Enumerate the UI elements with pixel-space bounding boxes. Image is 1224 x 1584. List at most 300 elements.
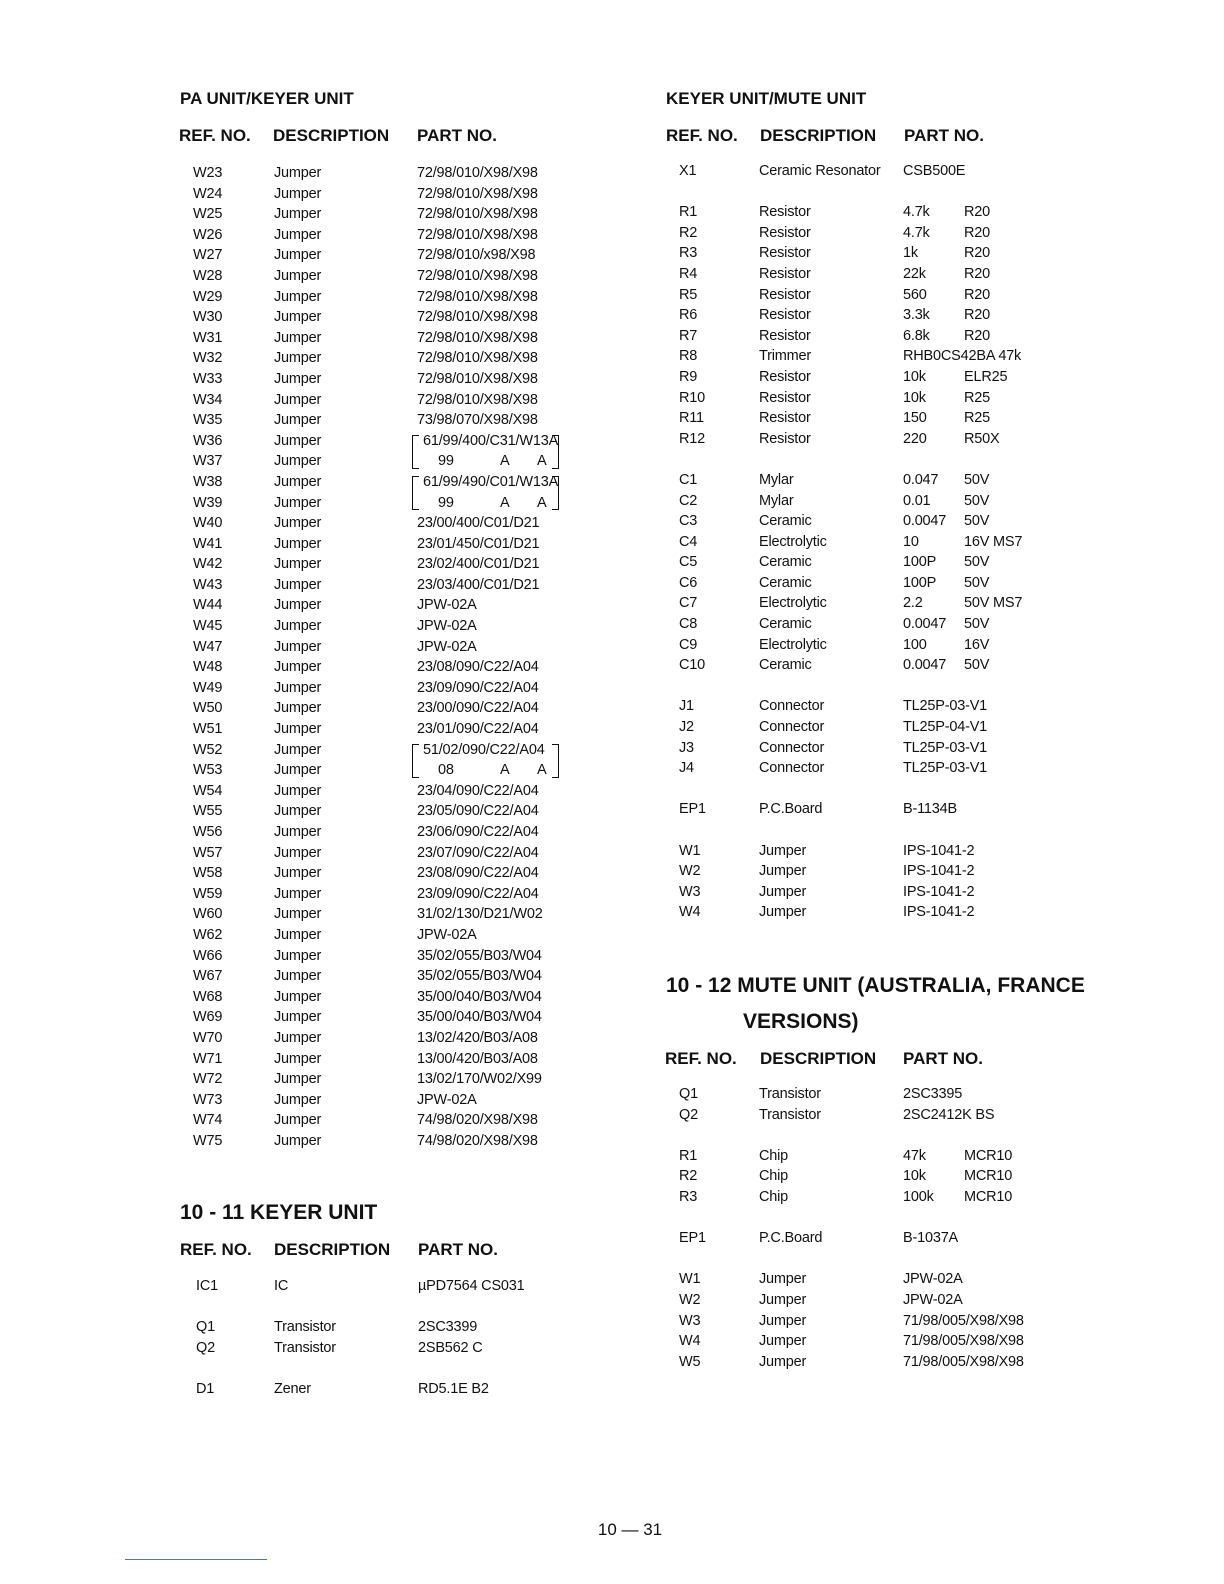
ref-no-cell: R4 (679, 265, 698, 282)
parts-row (180, 348, 640, 369)
ref-no-cell: J1 (679, 698, 694, 715)
keyer-mute-ref-header: REF. NO. (666, 126, 738, 145)
parts-row (180, 781, 640, 802)
parts-row (180, 904, 640, 925)
part-no-cell: 10 (903, 533, 919, 550)
parts-row (180, 801, 640, 822)
ref-no-cell: J2 (679, 719, 694, 736)
description-cell: Ceramic (759, 574, 812, 591)
parts-row (666, 1290, 1166, 1311)
part-no-cell: 13/02/420/B03/A08 (417, 1029, 538, 1046)
ref-no-cell: C5 (679, 554, 698, 571)
part-no-cell: 23/01/450/C01/D21 (417, 535, 540, 552)
part-no-cell: 23/02/400/C01/D21 (417, 556, 540, 573)
part-no-cell: 74/98/020/X98/X98 (417, 1112, 538, 1129)
description-cell: Resistor (759, 368, 811, 385)
ref-no-cell: D1 (196, 1380, 215, 1397)
part-no-cell: TL25P-04-V1 (903, 719, 988, 736)
description-cell: Trimmer (759, 348, 812, 365)
part-no-cell: 71/98/005/X98/X98 (903, 1333, 1024, 1350)
ref-no-cell: W58 (193, 865, 223, 882)
description-cell: Jumper (274, 556, 322, 573)
description-cell: Jumper (759, 842, 807, 859)
part-spec-cell: 50V (964, 513, 990, 530)
part-no-cell: 23/06/090/C22/A04 (417, 824, 539, 840)
part-no-cell: 72/98/010/X98/X98 (417, 391, 538, 408)
description-cell: Jumper (274, 453, 322, 470)
parts-row (180, 657, 640, 678)
ref-no-cell: W47 (193, 638, 223, 655)
part-spec-cell: MCR10 (964, 1168, 1013, 1185)
description-cell: Jumper (274, 865, 322, 882)
row-spacer (666, 1125, 1166, 1146)
ref-no-cell: W45 (193, 618, 223, 635)
pa-keyer-part-header: PART NO. (417, 126, 497, 145)
description-cell: Electrolytic (759, 595, 827, 612)
description-cell: Jumper (759, 1312, 807, 1329)
part-no-cell: 0.0047 (903, 616, 947, 633)
keyer-desc-header: DESCRIPTION (274, 1240, 391, 1259)
ref-no-cell: W44 (193, 597, 223, 614)
parts-row (180, 534, 640, 555)
parts-row (666, 511, 1166, 532)
parts-row (180, 1069, 640, 1090)
ref-no-cell: W32 (193, 350, 223, 367)
description-cell: Chip (759, 1168, 789, 1185)
part-no-cell: 23/09/090/C22/A04 (417, 679, 539, 696)
part-no-cell: 99 (438, 494, 454, 511)
description-cell: Ceramic (759, 554, 812, 571)
parts-row (180, 307, 640, 328)
part-no-cell: 100k (903, 1188, 934, 1205)
parts-row (666, 532, 1166, 553)
parts-row (180, 431, 640, 452)
part-no-cell: 72/98/010/X98/X98 (417, 226, 538, 243)
part-spec-cell: ELR25 (964, 368, 1008, 385)
parts-row (666, 202, 1166, 223)
description-cell: Resistor (759, 204, 811, 221)
part-no-cell: 3.3k (903, 307, 930, 324)
part-no-cell: 61/99/490/C01/W13A (423, 473, 559, 490)
description-cell: Jumper (274, 370, 322, 387)
keyer-unit-section-title: 10 - 11 KEYER UNIT (180, 1201, 378, 1224)
part-no-cell: 72/98/010/X98/X98 (417, 288, 538, 305)
ref-no-cell: W59 (193, 885, 223, 902)
part-no-cell: 08 (438, 762, 454, 779)
part-no-suffix-cell: A (500, 762, 510, 779)
description-cell: Jumper (274, 535, 322, 552)
description-cell: Resistor (759, 307, 811, 324)
parts-row (180, 740, 640, 761)
description-cell: Jumper (274, 638, 322, 655)
mute-desc-header: DESCRIPTION (760, 1049, 877, 1068)
description-cell: Jumper (274, 1112, 322, 1129)
row-spacer (666, 676, 1166, 697)
description-cell: Jumper (274, 824, 322, 840)
description-cell: Jumper (274, 679, 322, 696)
ref-no-cell: W29 (193, 288, 223, 305)
ref-no-cell: W67 (193, 968, 223, 985)
part-no-cell: 2.2 (903, 595, 923, 612)
parts-row (666, 1331, 1166, 1352)
ref-no-cell: W55 (193, 803, 223, 820)
parts-row (666, 1228, 1166, 1249)
part-no-cell: 72/98/010/X98/X98 (417, 185, 538, 202)
ref-no-cell: W39 (193, 494, 223, 511)
part-no-cell: TL25P-03-V1 (903, 698, 988, 715)
part-no-cell: JPW-02A (903, 1271, 963, 1288)
ref-no-cell: W49 (193, 679, 223, 696)
description-cell: Chip (759, 1147, 789, 1164)
part-no-cell: 100P (903, 554, 937, 571)
part-no-cell: 10k (903, 368, 926, 385)
mute-ref-header: REF. NO. (665, 1049, 737, 1068)
part-no-cell: JPW-02A (417, 1091, 477, 1108)
description-cell: Jumper (274, 1050, 322, 1067)
description-cell: Jumper (274, 988, 322, 1005)
ref-no-cell: J3 (679, 739, 694, 756)
part-no-cell: 72/98/010/x98/X98 (417, 247, 536, 264)
description-cell: Jumper (274, 947, 322, 964)
part-spec-cell: R20 (964, 327, 990, 344)
part-no-cell: 74/98/020/X98/X98 (417, 1132, 538, 1149)
description-cell: Jumper (274, 165, 322, 181)
pa-keyer-ref-header: REF. NO. (179, 126, 251, 145)
keyer-ref-header: REF. NO. (180, 1240, 252, 1259)
parts-row (180, 472, 640, 493)
description-cell: Jumper (759, 904, 807, 921)
parts-row (180, 843, 640, 864)
parts-row (180, 390, 640, 411)
ref-no-cell: W56 (193, 824, 223, 840)
parts-row (666, 841, 1166, 862)
description-cell: Jumper (274, 576, 322, 593)
parts-row (666, 326, 1166, 347)
ref-no-cell: W40 (193, 515, 223, 532)
part-no-cell: µPD7564 CS031 (418, 1278, 525, 1294)
part-spec-cell: R20 (964, 307, 990, 324)
parts-row (180, 925, 640, 946)
description-cell: Jumper (274, 350, 322, 367)
parts-row (180, 1131, 640, 1152)
mute-unit-table (666, 1084, 1166, 1372)
description-cell: Zener (274, 1380, 311, 1397)
description-cell: Electrolytic (759, 636, 827, 653)
description-cell: Jumper (274, 391, 322, 408)
pa-keyer-title: PA UNIT/KEYER UNIT (180, 89, 354, 108)
description-cell: Jumper (274, 968, 322, 985)
row-spacer (666, 1208, 1166, 1229)
parts-row (666, 470, 1166, 491)
part-no-cell: 51/02/090/C22/A04 (423, 741, 545, 758)
parts-row (180, 493, 640, 514)
description-cell: Connector (759, 760, 825, 777)
parts-row (180, 575, 640, 596)
part-no-cell: 10k (903, 1168, 926, 1185)
description-cell: Jumper (274, 1071, 322, 1088)
parts-row (180, 698, 640, 719)
ref-no-cell: W37 (193, 453, 223, 470)
part-no-cell: 35/02/055/B03/W04 (417, 947, 542, 964)
ref-no-cell: R1 (679, 204, 698, 221)
parts-row (180, 863, 640, 884)
description-cell: Jumper (274, 597, 322, 614)
ref-no-cell: R2 (679, 224, 698, 241)
parts-row (180, 513, 640, 534)
parts-row (180, 1049, 640, 1070)
part-no-cell: 71/98/005/X98/X98 (903, 1353, 1024, 1370)
parts-row (666, 614, 1166, 635)
description-cell: Resistor (759, 327, 811, 344)
description-cell: Connector (759, 698, 825, 715)
parts-row (666, 758, 1166, 779)
ref-no-cell: W70 (193, 1029, 223, 1046)
parts-row (180, 1007, 640, 1028)
part-no-cell: 0.047 (903, 471, 939, 488)
parts-row (666, 1187, 1166, 1208)
parts-row (180, 451, 640, 472)
ref-no-cell: W52 (193, 741, 223, 758)
ref-no-cell: C7 (679, 595, 698, 612)
description-cell: Jumper (274, 309, 322, 326)
ref-no-cell: C9 (679, 636, 698, 653)
parts-row (180, 884, 640, 905)
parts-row (666, 491, 1166, 512)
parts-row (666, 552, 1166, 573)
ref-no-cell: W60 (193, 906, 223, 923)
ref-no-cell: W48 (193, 659, 223, 676)
ref-no-cell: R2 (679, 1168, 698, 1185)
part-no-cell: 4.7k (903, 204, 930, 221)
part-spec-cell: R20 (964, 224, 990, 241)
parts-row (180, 1317, 640, 1338)
part-no-cell: 35/00/040/B03/W04 (417, 1009, 542, 1026)
part-no-cell: 61/99/400/C31/W13A (423, 432, 559, 449)
parts-row (180, 1338, 640, 1359)
description-cell: Resistor (759, 245, 811, 262)
part-no-cell: JPW-02A (417, 618, 477, 635)
part-no-cell: 2SB562 C (418, 1339, 483, 1356)
part-no-cell: TL25P-03-V1 (903, 760, 988, 777)
ref-no-cell: W33 (193, 370, 223, 387)
part-spec-cell: 50V (964, 554, 990, 571)
ref-no-cell: W1 (679, 1271, 701, 1288)
parts-row (180, 410, 640, 431)
part-no-cell: 73/98/070/X98/X98 (417, 412, 538, 429)
part-spec-cell: 50V (964, 574, 990, 591)
description-cell: Jumper (759, 1333, 807, 1350)
keyer-mute-table (666, 161, 1166, 923)
ref-no-cell: R8 (679, 348, 698, 365)
description-cell: Jumper (274, 741, 322, 758)
ref-no-cell: IC1 (196, 1278, 218, 1294)
ref-no-cell: R7 (679, 327, 698, 344)
part-no-cell: 72/98/010/X98/X98 (417, 370, 538, 387)
part-no-cell: JPW-02A (417, 926, 477, 943)
ref-no-cell: W51 (193, 721, 223, 738)
part-no-cell: 0.0047 (903, 657, 947, 674)
ref-no-cell: W53 (193, 762, 223, 779)
part-spec-cell: R20 (964, 245, 990, 262)
row-spacer (180, 1358, 640, 1379)
ref-no-cell: W26 (193, 226, 223, 243)
description-cell: Jumper (274, 1009, 322, 1026)
parts-row (666, 161, 1166, 182)
part-no-cell: 35/02/055/B03/W04 (417, 968, 542, 985)
pa-keyer-desc-header: DESCRIPTION (273, 126, 390, 145)
parts-row (666, 696, 1166, 717)
part-no-cell: 23/04/090/C22/A04 (417, 782, 539, 799)
part-no-cell: 23/00/090/C22/A04 (417, 700, 539, 717)
part-spec-cell: R20 (964, 286, 990, 303)
ref-no-cell: C4 (679, 533, 698, 550)
part-no-cell: 1k (903, 245, 918, 262)
parts-row (180, 1276, 640, 1297)
parts-row (666, 882, 1166, 903)
ref-no-cell: W69 (193, 1009, 223, 1026)
part-no-cell: 0.01 (903, 492, 931, 509)
parts-row (180, 946, 640, 967)
ref-no-cell: W73 (193, 1091, 223, 1108)
description-cell: Jumper (274, 618, 322, 635)
parts-row (180, 266, 640, 287)
ref-no-cell: W66 (193, 947, 223, 964)
part-no-cell: 23/03/400/C01/D21 (417, 576, 540, 593)
part-spec-cell: R50X (964, 430, 1000, 447)
part-no-cell: 72/98/010/X98/X98 (417, 309, 538, 326)
part-no-cell: IPS-1041-2 (903, 863, 975, 880)
part-no-suffix-cell: A (537, 762, 547, 779)
part-no-cell: IPS-1041-2 (903, 883, 975, 900)
part-no-cell: 99 (438, 453, 454, 470)
ref-no-cell: X1 (679, 163, 697, 179)
description-cell: IC (274, 1278, 289, 1294)
description-cell: Jumper (274, 782, 322, 799)
ref-no-cell: R5 (679, 286, 698, 303)
ref-no-cell: EP1 (679, 801, 706, 818)
part-no-cell: 71/98/005/X98/X98 (903, 1312, 1024, 1329)
parts-row (666, 1311, 1166, 1332)
description-cell: Connector (759, 739, 825, 756)
part-no-cell: 560 (903, 286, 927, 303)
ref-no-cell: W57 (193, 844, 223, 861)
part-spec-cell: R25 (964, 389, 990, 406)
part-no-cell: 23/05/090/C22/A04 (417, 803, 539, 820)
part-spec-cell: R20 (964, 204, 990, 221)
parts-row (666, 367, 1166, 388)
ref-no-cell: W25 (193, 206, 223, 223)
part-no-cell: 47k (903, 1147, 926, 1164)
ref-no-cell: W42 (193, 556, 223, 573)
page-number: 10 — 31 (597, 1520, 663, 1539)
part-no-cell: 0.0047 (903, 513, 947, 530)
part-no-cell: 35/00/040/B03/W04 (417, 988, 542, 1005)
part-no-cell: 6.8k (903, 327, 930, 344)
description-cell: Transistor (759, 1086, 821, 1102)
description-cell: Jumper (274, 412, 322, 429)
ref-no-cell: W71 (193, 1050, 223, 1067)
keyer-unit-table (180, 1276, 640, 1400)
description-cell: Resistor (759, 265, 811, 282)
ref-no-cell: W4 (679, 1333, 701, 1350)
parts-row (666, 573, 1166, 594)
ref-no-cell: W34 (193, 391, 223, 408)
ref-no-cell: Q2 (196, 1339, 215, 1356)
part-no-cell: IPS-1041-2 (903, 842, 975, 859)
parts-row (180, 1028, 640, 1049)
description-cell: Jumper (274, 700, 322, 717)
part-no-cell: 22k (903, 265, 926, 282)
part-no-cell: 220 (903, 430, 927, 447)
ref-no-cell: Q1 (196, 1319, 215, 1336)
description-cell: Jumper (759, 1271, 807, 1288)
part-spec-cell: 16V (964, 636, 990, 653)
part-no-cell: 72/98/010/X98/X98 (417, 165, 538, 181)
parts-row (180, 1110, 640, 1131)
parts-row (666, 655, 1166, 676)
description-cell: Jumper (274, 1029, 322, 1046)
ref-no-cell: EP1 (679, 1230, 706, 1247)
description-cell: Jumper (274, 762, 322, 779)
ref-no-cell: W5 (679, 1353, 701, 1370)
parts-row (666, 388, 1166, 409)
parts-row (666, 1269, 1166, 1290)
row-spacer (666, 779, 1166, 800)
description-cell: Transistor (274, 1339, 336, 1356)
part-no-cell: 10k (903, 389, 926, 406)
description-cell: Transistor (274, 1319, 336, 1336)
ref-no-cell: W24 (193, 185, 223, 202)
parts-row (180, 163, 640, 184)
description-cell: Jumper (274, 432, 322, 449)
parts-row (180, 760, 640, 781)
part-no-cell: JPW-02A (417, 638, 477, 655)
parts-row (666, 1166, 1166, 1187)
part-no-cell: 2SC3399 (418, 1319, 478, 1336)
part-no-cell: 4.7k (903, 224, 930, 241)
description-cell: Electrolytic (759, 533, 827, 550)
parts-row (666, 243, 1166, 264)
description-cell: Jumper (274, 185, 322, 202)
description-cell: Ceramic (759, 616, 812, 633)
ref-no-cell: W41 (193, 535, 223, 552)
parts-row (666, 1352, 1166, 1373)
description-cell: Jumper (274, 906, 322, 923)
keyer-mute-desc-header: DESCRIPTION (760, 126, 877, 145)
description-cell: Jumper (274, 494, 322, 511)
mute-unit-section-title-line1: 10 - 12 MUTE UNIT (AUSTRALIA, FRANCE (666, 974, 1085, 997)
keyer-part-header: PART NO. (418, 1240, 498, 1259)
description-cell: Mylar (759, 471, 794, 488)
parts-row (180, 245, 640, 266)
description-cell: Jumper (274, 1132, 322, 1149)
description-cell: Jumper (274, 267, 322, 284)
parts-row (180, 987, 640, 1008)
description-cell: Jumper (274, 659, 322, 676)
description-cell: Jumper (759, 883, 807, 900)
description-cell: P.C.Board (759, 801, 823, 818)
part-no-cell: 23/07/090/C22/A04 (417, 844, 539, 861)
description-cell: Jumper (274, 329, 322, 346)
parts-row (666, 593, 1166, 614)
part-no-cell: 72/98/010/X98/X98 (417, 267, 538, 284)
ref-no-cell: W1 (679, 842, 701, 859)
ref-no-cell: W38 (193, 473, 223, 490)
part-spec-cell: 16V MS7 (964, 533, 1023, 550)
part-no-cell: 2SC2412K BS (903, 1106, 995, 1123)
description-cell: Jumper (759, 1291, 807, 1308)
part-no-cell: 72/98/010/X98/X98 (417, 329, 538, 346)
